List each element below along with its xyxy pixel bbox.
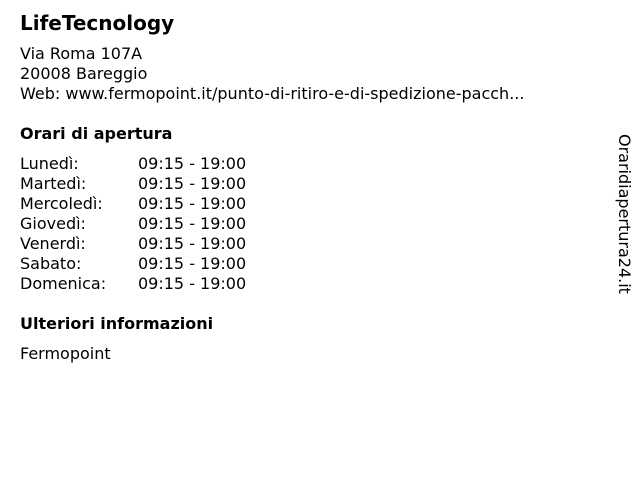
hours-row-saturday — [20, 254, 280, 274]
further-info-heading: Ulteriori informazioni — [20, 314, 214, 333]
time-range: 09:15 - 19:00 — [138, 254, 247, 273]
time-range: 09:15 - 19:00 — [138, 154, 247, 173]
time-range: 09:15 - 19:00 — [138, 214, 247, 233]
hours-row-thursday — [20, 214, 280, 234]
time-range: 09:15 - 19:00 — [138, 234, 247, 253]
street-address: Via Roma 107A — [20, 44, 143, 63]
day-label: Mercoledì: — [20, 194, 103, 213]
time-range: 09:15 - 19:00 — [138, 274, 247, 293]
hours-row-tuesday — [20, 174, 280, 194]
day-label: Martedì: — [20, 174, 87, 193]
website-link[interactable]: www.fermopoint.it/punto-di-ritiro-e-di-spedizione-pacch... — [65, 84, 525, 103]
address-block — [20, 44, 524, 104]
day-label: Giovedì: — [20, 214, 86, 233]
business-name: LifeTecnology — [20, 11, 175, 35]
hours-row-monday — [20, 154, 280, 174]
website-line — [20, 84, 524, 104]
time-range: 09:15 - 19:00 — [138, 174, 247, 193]
day-label: Venerdì: — [20, 234, 86, 253]
hours-row-friday — [20, 234, 280, 254]
hours-row-wednesday — [20, 194, 280, 214]
time-range: 09:15 - 19:00 — [138, 194, 247, 213]
city-address: 20008 Bareggio — [20, 64, 148, 83]
hours-row-sunday — [20, 274, 280, 294]
web-label: Web: — [20, 84, 61, 103]
site-watermark: Oraridiapertura24.it — [615, 134, 634, 294]
day-label: Sabato: — [20, 254, 82, 273]
day-label: Lunedì: — [20, 154, 79, 173]
day-label: Domenica: — [20, 274, 107, 293]
opening-hours-heading: Orari di apertura — [20, 124, 173, 143]
opening-hours-table — [20, 154, 280, 294]
further-info-text: Fermopoint — [20, 344, 111, 363]
